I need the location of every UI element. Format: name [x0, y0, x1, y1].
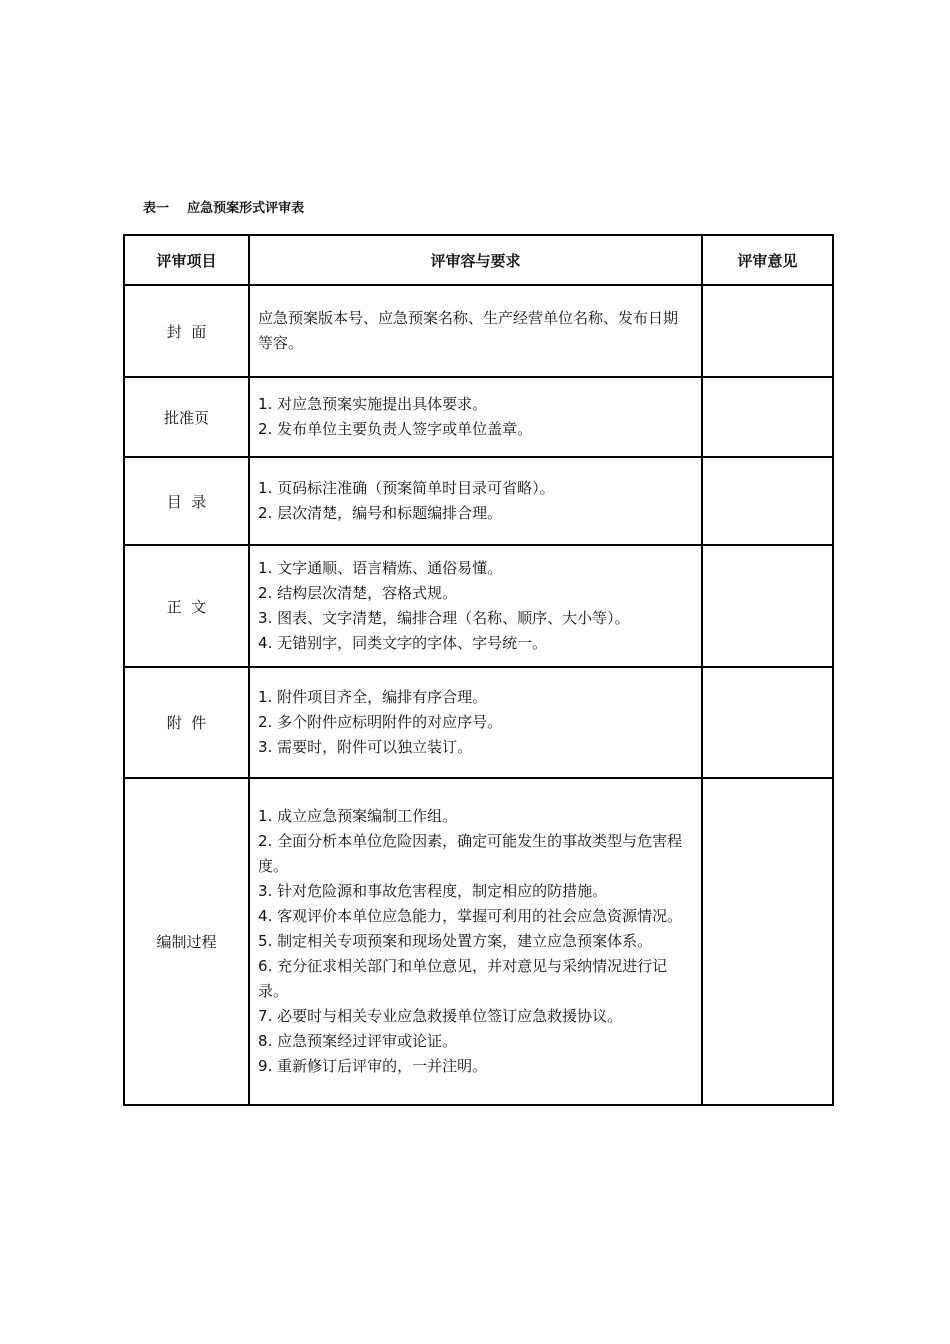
row-requirement-approval-page [249, 377, 702, 457]
requirement-line: 1. 附件项目齐全，编排有序合理。 [258, 688, 488, 706]
requirement-line: 3. 针对危险源和事故危害程度，制定相应的防措施。 [258, 882, 608, 900]
row-requirement-attachments [249, 667, 702, 778]
table-row [124, 457, 833, 545]
row-item-contents: 目 录 [124, 457, 249, 545]
requirement-line: 2. 全面分析本单位危险因素，确定可能发生的事故类型与危害程度。 [258, 832, 683, 875]
row-opinion-main-text [702, 545, 833, 667]
requirement-line: 4. 无错别字，同类文字的字体、字号统一。 [258, 634, 548, 652]
requirement-line: 1. 文字通顺、语言精炼、通俗易懂。 [258, 559, 503, 577]
table-row [124, 778, 833, 1105]
requirement-line: 6. 充分征求相关部门和单位意见，并对意见与采纳情况进行记录。 [258, 957, 668, 1000]
requirement-line: 1. 成立应急预案编制工作组。 [258, 807, 458, 825]
row-opinion-contents [702, 457, 833, 545]
requirement-line: 5. 制定相关专项预案和现场处置方案，建立应急预案体系。 [258, 932, 653, 950]
requirement-line: 1. 页码标注准确（预案简单时目录可省略）。 [258, 479, 555, 497]
requirement-line: 2. 多个附件应标明附件的对应序号。 [258, 713, 503, 731]
row-requirement-cover [249, 285, 702, 377]
row-item-main-text: 正 文 [124, 545, 249, 667]
document-title: 表一 应急预案形式评审表 [143, 201, 305, 216]
table-header-row [124, 235, 833, 285]
header-review-item: 评审项目 [124, 235, 249, 285]
table-row [124, 377, 833, 457]
row-requirement-contents [249, 457, 702, 545]
requirement-line: 7. 必要时与相关专业应急救援单位签订应急救援协议。 [258, 1007, 623, 1025]
row-opinion-attachments [702, 667, 833, 778]
requirement-line: 2. 结构层次清楚，容格式规。 [258, 584, 458, 602]
header-review-requirement: 评审容与要求 [249, 235, 702, 285]
requirement-line: 3. 图表、文字清楚，编排合理（名称、顺序、大小等）。 [258, 609, 630, 627]
row-item-attachments: 附 件 [124, 667, 249, 778]
requirement-line: 4. 客观评价本单位应急能力，掌握可利用的社会应急资源情况。 [258, 907, 683, 925]
requirement-line: 2. 层次清楚，编号和标题编排合理。 [258, 504, 503, 522]
row-opinion-preparation-process [702, 778, 833, 1105]
row-requirement-main-text [249, 545, 702, 667]
table-row [124, 285, 833, 377]
row-item-preparation-process: 编制过程 [124, 778, 249, 1105]
requirement-line: 9. 重新修订后评审的，一并注明。 [258, 1057, 488, 1075]
review-table [123, 234, 834, 1106]
row-item-approval-page: 批准页 [124, 377, 249, 457]
table-row [124, 545, 833, 667]
requirement-line: 3. 需要时，附件可以独立装订。 [258, 738, 473, 756]
row-item-cover: 封 面 [124, 285, 249, 377]
requirement-line: 1. 对应急预案实施提出具体要求。 [258, 395, 488, 413]
requirement-line: 8. 应急预案经过评审或论证。 [258, 1032, 458, 1050]
row-requirement-preparation-process [249, 778, 702, 1105]
requirement-line: 应急预案版本号、应急预案名称、生产经营单位名称、发布日期等容。 [258, 309, 679, 352]
row-opinion-approval-page [702, 377, 833, 457]
table-row [124, 667, 833, 778]
header-review-opinion: 评审意见 [702, 235, 833, 285]
row-opinion-cover [702, 285, 833, 377]
requirement-line: 2. 发布单位主要负责人签字或单位盖章。 [258, 420, 533, 438]
